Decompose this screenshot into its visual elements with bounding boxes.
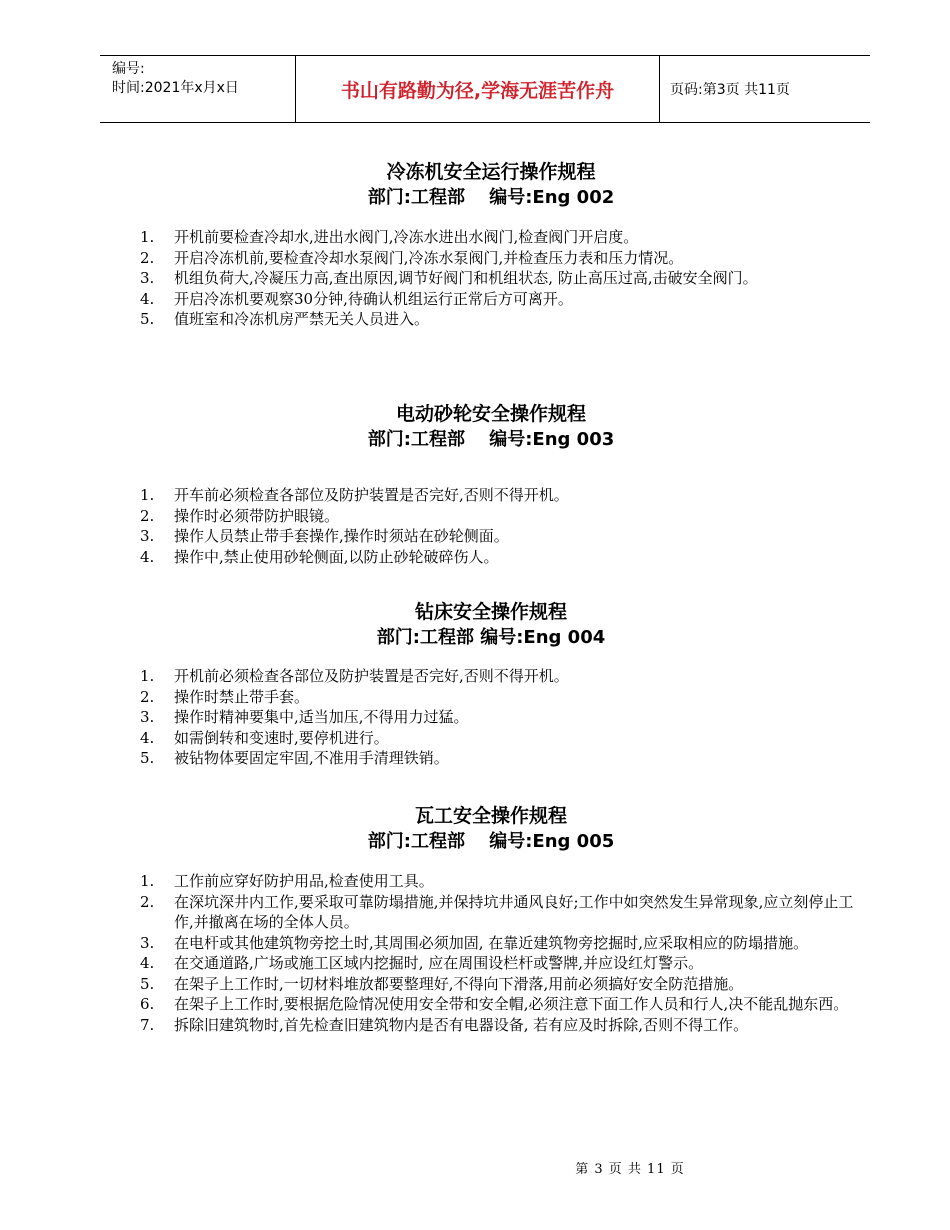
item-text: 开机前要检查冷却水,进出水阀门,冷冻水进出水阀门,检查阀门开启度。: [174, 228, 639, 246]
item-number: 1.: [140, 486, 155, 504]
item-text: 工作前应穿好防护用品,检查使用工具。: [174, 872, 434, 890]
section-title: 瓦工安全操作规程: [414, 805, 567, 827]
item-number: 4.: [140, 954, 155, 972]
list-item: [140, 485, 860, 506]
list-item: [140, 309, 860, 330]
list-item: [140, 1015, 860, 1036]
item-number: 2.: [140, 506, 155, 525]
item-text: 开启冷冻机要观察30分钟,待确认机组运行正常后方可离开。: [174, 289, 573, 308]
section-subtitle: 部门:工程部 编号:Eng 002: [367, 187, 615, 208]
item-text: 操作时必须带防护眼镜。: [174, 506, 340, 525]
item-number: 1.: [140, 872, 155, 890]
header-motto: 书山有路勤为径,学海无涯苦作舟: [296, 56, 660, 122]
section-subtitle: 部门:工程部 编号:Eng 004: [376, 627, 606, 648]
header-page-info: 页码:第3页 共11页: [670, 82, 790, 98]
rule-list-eng-003: [140, 485, 860, 567]
item-number: 2.: [140, 687, 155, 706]
list-item: [140, 933, 860, 954]
list-item: [140, 707, 860, 728]
item-number: 4.: [140, 289, 155, 308]
list-item: [140, 953, 860, 974]
number-label: 编号:: [112, 61, 145, 77]
item-number: 4.: [140, 547, 155, 566]
list-item: [140, 728, 860, 749]
section-eng-002: [0, 160, 950, 211]
time-label: 时间:2021年x月x日: [112, 80, 239, 96]
item-text: 拆除旧建筑物时,首先检查旧建筑物内是否有电器设备, 若有应及时拆除,否则不得工作。: [174, 1015, 749, 1034]
item-number: 3.: [140, 708, 155, 726]
item-number: 5.: [140, 310, 155, 328]
list-item: [140, 248, 860, 269]
item-text: 开启冷冻机前,要检查冷却水泵阀门,冷冻水泵阀门,并检查压力表和压力情况。: [174, 248, 684, 267]
section-subtitle: 部门:工程部 编号:Eng 003: [367, 429, 615, 450]
item-text: 机组负荷大,冷凝压力高,查出原因,调节好阀门和机组状态, 防止高压过高,击破安全阀门。: [174, 269, 758, 287]
section-title: 钻床安全操作规程: [414, 601, 567, 623]
list-item: [140, 994, 860, 1015]
item-text: 在电杆或其他建筑物旁挖土时,其周围必须加固, 在靠近建筑物旁挖掘时,应采取相应的防塌措施。: [174, 933, 809, 952]
item-text: 在架子上工作时,一切材料堆放都要整理好,不得向下滑落,用前必须搞好安全防范措施。: [174, 974, 744, 993]
page-header: [100, 55, 870, 123]
item-text: 在架子上工作时,要根据危险情况使用安全带和安全帽,必须注意下面工作人员和行人,决不能乱抛东西。: [174, 995, 849, 1013]
item-text: 在交通道路,广场或施工区域内挖掘时, 应在周围设栏杆或警牌,并应设红灯警示。: [174, 954, 704, 972]
list-item: [140, 687, 860, 708]
list-item: [140, 974, 860, 995]
item-number: 4.: [140, 728, 155, 747]
item-number: 7.: [140, 1015, 155, 1034]
item-number: 1.: [140, 228, 155, 246]
item-number: 3.: [140, 527, 155, 545]
rule-list-eng-004: [140, 666, 860, 769]
item-number: 5.: [140, 974, 155, 993]
item-text: 如需倒转和变速时,要停机进行。: [174, 728, 389, 747]
list-item: [140, 748, 860, 769]
section-eng-004: [0, 600, 950, 651]
list-item: [140, 268, 860, 289]
item-number: 5.: [140, 749, 155, 767]
item-number: 1.: [140, 667, 155, 685]
item-text: 开机前必须检查各部位及防护装置是否完好,否则不得开机。: [174, 667, 569, 685]
item-text: 操作时禁止带手套。: [174, 687, 310, 706]
header-meta: [100, 56, 296, 122]
list-item: [140, 547, 860, 568]
list-item: [140, 892, 860, 933]
section-eng-003: [0, 402, 950, 453]
item-text: 值班室和冷冻机房严禁无关人员进入。: [174, 310, 430, 328]
section-subtitle: 部门:工程部 编号:Eng 005: [367, 831, 615, 852]
section-title: 冷冻机安全运行操作规程: [386, 161, 596, 183]
section-title: 电动砂轮安全操作规程: [395, 403, 586, 425]
list-item: [140, 289, 860, 310]
item-text: 开车前必须检查各部位及防护装置是否完好,否则不得开机。: [174, 486, 569, 504]
list-item: [140, 666, 860, 687]
rule-list-eng-002: [140, 227, 860, 330]
item-number: 3.: [140, 933, 155, 952]
item-text: 操作中,禁止使用砂轮侧面,以防止砂轮破碎伤人。: [174, 547, 499, 566]
list-item: [140, 871, 860, 892]
list-item: [140, 526, 860, 547]
item-text: 操作人员禁止带手套操作,操作时须站在砂轮侧面。: [174, 527, 509, 545]
item-text: 被钻物体要固定牢固,不准用手清理铁销。: [174, 749, 449, 767]
item-number: 2.: [140, 248, 155, 267]
list-item: [140, 227, 860, 248]
section-eng-005: [0, 804, 950, 855]
item-number: 2.: [140, 892, 155, 911]
item-number: 6.: [140, 995, 155, 1013]
page-footer: 第 3 页 共 11 页: [575, 1162, 685, 1177]
list-item: [140, 506, 860, 527]
item-number: 3.: [140, 269, 155, 287]
item-text: 操作时精神要集中,适当加压,不得用力过猛。: [174, 708, 469, 726]
item-text: 在深坑深井内工作,要采取可靠防塌措施,并保持坑井通风良好;工作中如突然发生异常现象,应立刻停止工作,并撤离在场的全体人员。: [174, 892, 854, 931]
rule-list-eng-005: [140, 871, 860, 1035]
